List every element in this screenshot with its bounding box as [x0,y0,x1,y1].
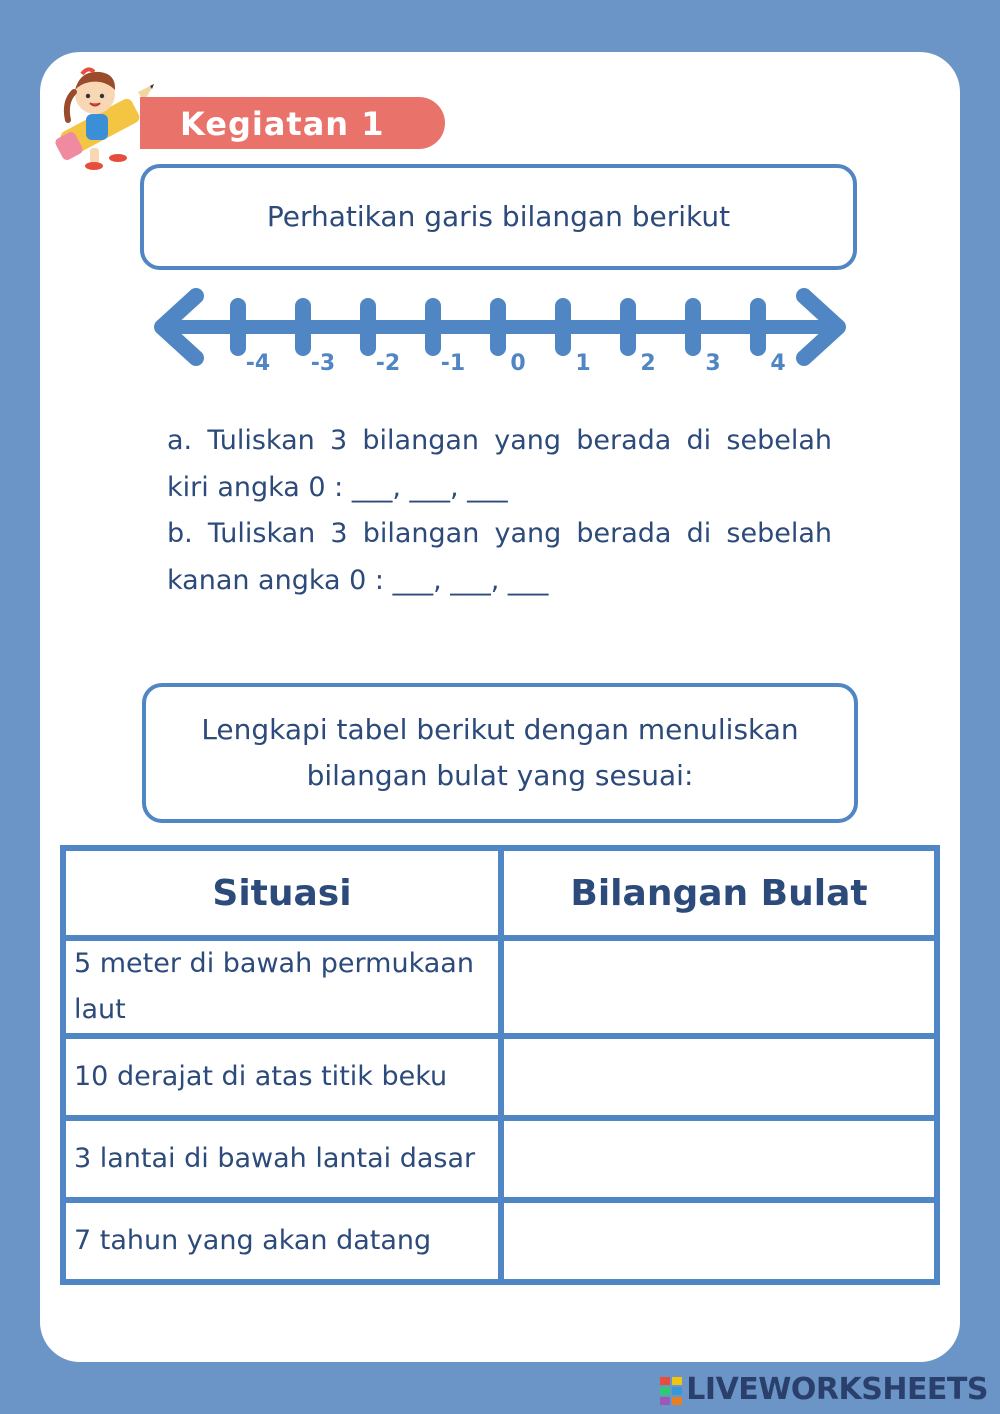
liveworksheets-watermark [660,1372,988,1408]
situasi-cell: 3 lantai di bawah lantai dasar [63,1118,501,1200]
integer-table [60,845,940,1285]
instruction-box-number-line [140,164,857,270]
situasi-cell: 10 derajat di atas titik beku [63,1036,501,1118]
question-a [167,417,832,511]
table-row [63,1118,937,1200]
instruction-box-table [142,683,858,823]
table-row [63,1200,937,1282]
tick-label: 2 [640,351,656,376]
liveworksheets-logo-icon [660,1377,682,1405]
table-header-row [63,848,937,938]
table-row [63,1036,937,1118]
question-b-line2[interactable]: kanan angka 0 : ___, ___, ___ [167,565,549,596]
instruction-table-line1: Lengkapi tabel berikut dengan menuliskan [201,713,799,746]
answer-cell[interactable] [501,1200,937,1282]
situasi-cell: 5 meter di bawah permukaan laut [63,938,501,1036]
activity-title: Kegiatan 1 [180,105,385,143]
question-b [167,510,832,604]
number-line [140,280,860,380]
tick-label: 0 [510,351,526,376]
tick-label: -3 [310,351,336,376]
question-a-line2[interactable]: kiri angka 0 : ___, ___, ___ [167,472,508,503]
table-row [63,938,937,1036]
tick-label: 1 [575,351,591,376]
instruction-number-line-text: Perhatikan garis bilangan berikut [266,200,731,233]
header-situasi: Situasi [63,848,501,938]
tick-label: -2 [375,351,401,376]
answer-cell[interactable] [501,1118,937,1200]
watermark-text: LIVEWORKSHEETS [686,1372,988,1407]
tick-label: -4 [245,351,271,376]
answer-cell[interactable] [501,938,937,1036]
answer-cell[interactable] [501,1036,937,1118]
tick-label: 3 [705,351,721,376]
tick-label: -1 [440,351,466,376]
header-bilangan-bulat: Bilangan Bulat [501,848,937,938]
instruction-table-line2: bilangan bulat yang sesuai: [306,759,694,792]
question-b-line1: b. Tuliskan 3 bilangan yang berada di sebelah [167,518,832,549]
question-a-line1: a. Tuliskan 3 bilangan yang berada di sebelah [167,425,832,456]
situasi-cell: 7 tahun yang akan datang [63,1200,501,1282]
tick-label: 4 [770,351,786,376]
